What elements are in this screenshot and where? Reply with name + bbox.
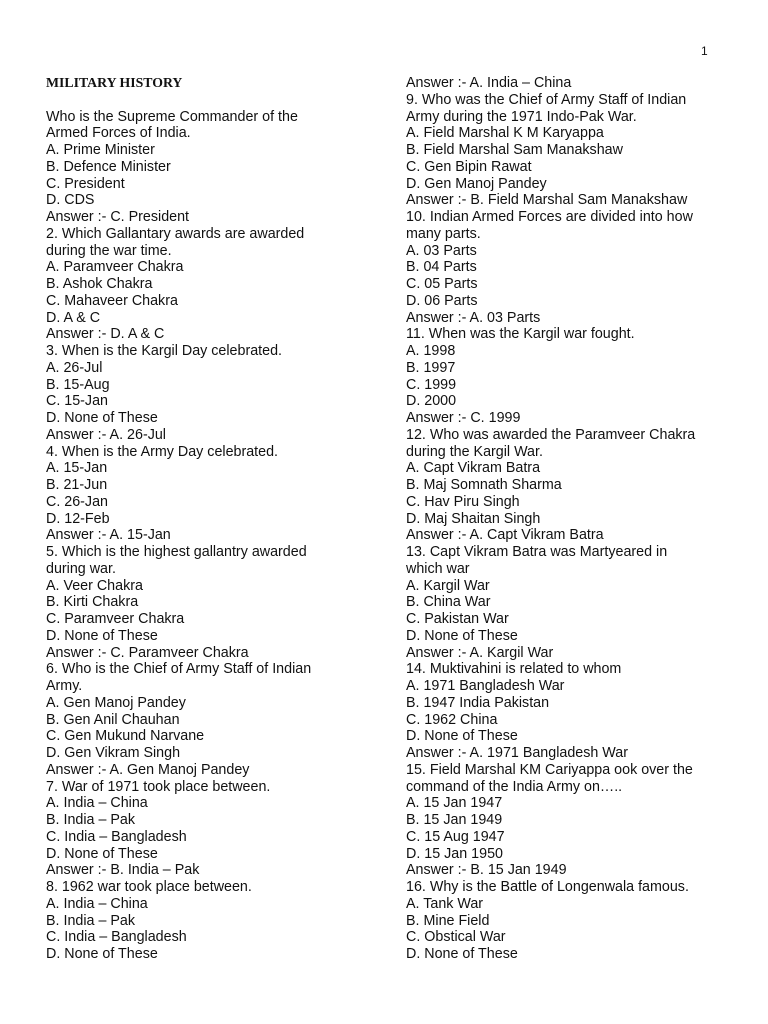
text-line: Who is the Supreme Commander of the [46,108,298,125]
option-line: C. 26-Jan [46,493,108,510]
option-line: B. India – Pak [46,812,136,828]
option-line: A. Field Marshal K M Karyappa [406,125,604,142]
option-line: D. None of These [46,845,158,862]
option-line: C. Obstical War [406,929,506,946]
left-column [46,75,386,963]
option-line: C. Mahaveer Chakra [46,292,178,309]
text-line: during the war time. [46,242,172,259]
option-line: B. Gen Anil Chauhan [46,711,180,728]
answer-line: Answer :- B. Field Marshal Sam Manakshaw [406,192,688,209]
option-line: C. Gen Bipin Rawat [406,158,532,175]
question-line: 6. Who is the Chief of Army Staff of Indian [46,661,312,678]
option-line: C. 15-Jan [46,393,108,410]
option-line: C. Paramveer Chakra [46,611,185,627]
question-line: 5. Which is the highest gallantry awarded [46,544,307,560]
option-line: D. None of These [46,627,158,644]
answer-line: Answer :- A. 03 Parts [406,309,541,326]
option-line: A. Tank War [406,895,484,912]
left-column-lines [46,109,386,963]
option-line: B. Maj Somnath Sharma [406,477,562,493]
right-column [406,75,746,963]
text-line: during the Kargil War. [406,443,543,460]
option-line: A. Gen Manoj Pandey [46,694,186,711]
option-line: C. Pakistan War [406,611,509,627]
answer-line: Answer :- A. 26-Jul [46,426,166,443]
option-line: C. 15 Aug 1947 [406,828,505,845]
option-line: B. Mine Field [406,912,490,929]
option-line: D. None of These [46,410,158,426]
option-line: B. 15 Jan 1949 [406,812,503,828]
option-line: A. Capt Vikram Batra [406,460,541,477]
option-line: B. Defence Minister [46,158,171,175]
text-line: during war. [46,560,116,577]
question-line: 16. Why is the Battle of Longenwala famous. [406,879,689,895]
option-line: B. China War [406,594,491,611]
option-line: A. 1971 Bangladesh War [406,678,565,694]
question-line: 4. When is the Army Day celebrated. [46,443,279,460]
option-line: D. 2000 [406,393,457,410]
text-line: Army. [46,678,83,694]
option-line: A. Kargil War [406,577,490,594]
option-line: A. Prime Minister [46,142,155,158]
option-line: D. None of These [46,946,158,962]
text-line: Armed Forces of India. [46,125,191,142]
option-line: C. 05 Parts [406,276,478,292]
option-line: B. India – Pak [46,912,136,929]
option-line: A. 1998 [406,343,456,359]
answer-line: Answer :- C. President [46,209,190,225]
option-line: B. Ashok Chakra [46,276,153,292]
answer-line: Answer :- B. India – Pak [46,862,200,879]
option-line: C. Gen Mukund Narvane [46,728,205,745]
right-column-lines [406,75,746,963]
option-line: D. None of These [406,946,518,962]
question-line: 7. War of 1971 took place between. [46,778,271,795]
option-line: A. India – China [46,795,148,812]
question-line: 10. Indian Armed Forces are divided into how [406,209,693,225]
answer-line: Answer :- A. Kargil War [406,644,554,661]
option-line: A. Paramveer Chakra [46,259,184,276]
answer-line: Answer :- C. 1999 [406,410,521,426]
option-line: B. 1997 [406,359,456,376]
text-line: which war [406,560,470,577]
option-line: A. 26-Jul [46,359,103,376]
option-line: B. Kirti Chakra [46,594,139,611]
option-line: A. 15-Jan [46,460,108,477]
text-line: Army during the 1971 Indo-Pak War. [406,108,637,125]
option-line: D. None of These [406,627,518,644]
text-line: many parts. [406,225,481,242]
option-line: D. CDS [46,192,95,209]
question-line: 13. Capt Vikram Batra was Martyeared in [406,544,668,560]
option-line: D. 12-Feb [46,510,110,527]
option-line: C. India – Bangladesh [46,828,187,845]
answer-line: Answer :- A. India – China [406,75,572,91]
option-line: D. None of These [406,728,518,745]
option-line: C. President [46,175,125,192]
option-line: D. 06 Parts [406,292,478,309]
page-number: 1 [701,44,708,58]
question-line: 2. Which Gallantary awards are awarded [46,225,305,242]
question-line: 14. Muktivahini is related to whom [406,661,622,678]
option-line: C. Hav Piru Singh [406,493,520,510]
option-line: B. 21-Jun [46,477,108,493]
option-line: B. 04 Parts [406,259,477,276]
option-line: C. 1962 China [406,711,498,728]
answer-line: Answer :- A. Capt Vikram Batra [406,527,604,544]
option-line: C. India – Bangladesh [46,929,187,946]
question-line: 12. Who was awarded the Paramveer Chakra [406,426,696,443]
option-line: D. Gen Manoj Pandey [406,175,547,192]
question-line: 9. Who was the Chief of Army Staff of Indian [406,91,687,108]
option-line: B. Field Marshal Sam Manakshaw [406,142,623,158]
option-line: D. A & C [46,309,101,326]
option-line: C. 1999 [406,376,457,393]
question-line: 15. Field Marshal KM Cariyappa ook over the [406,761,693,778]
option-line: B. 15-Aug [46,376,110,393]
option-line: D. Gen Vikram Singh [46,745,181,761]
answer-line: Answer :- C. Paramveer Chakra [46,644,249,661]
question-line: 3. When is the Kargil Day celebrated. [46,343,283,359]
option-line: B. 1947 India Pakistan [406,694,550,711]
answer-line: Answer :- D. A & C [46,326,165,343]
answer-line: Answer :- A. Gen Manoj Pandey [46,761,250,778]
text-line: command of the India Army on….. [406,778,623,795]
option-line: D. 15 Jan 1950 [406,845,503,862]
answer-line: Answer :- A. 15-Jan [46,527,171,544]
document-title: MILITARY HISTORY [46,75,183,90]
answer-line: Answer :- B. 15 Jan 1949 [406,862,567,879]
blank-line [46,92,386,109]
option-line: A. 15 Jan 1947 [406,795,503,812]
option-line: D. Maj Shaitan Singh [406,510,541,527]
option-line: A. 03 Parts [406,242,477,259]
answer-line: Answer :- A. 1971 Bangladesh War [406,745,628,761]
option-line: A. Veer Chakra [46,577,143,594]
question-line: 8. 1962 war took place between. [46,879,252,895]
option-line: A. India – China [46,895,148,912]
question-line: 11. When was the Kargil war fought. [406,326,635,343]
